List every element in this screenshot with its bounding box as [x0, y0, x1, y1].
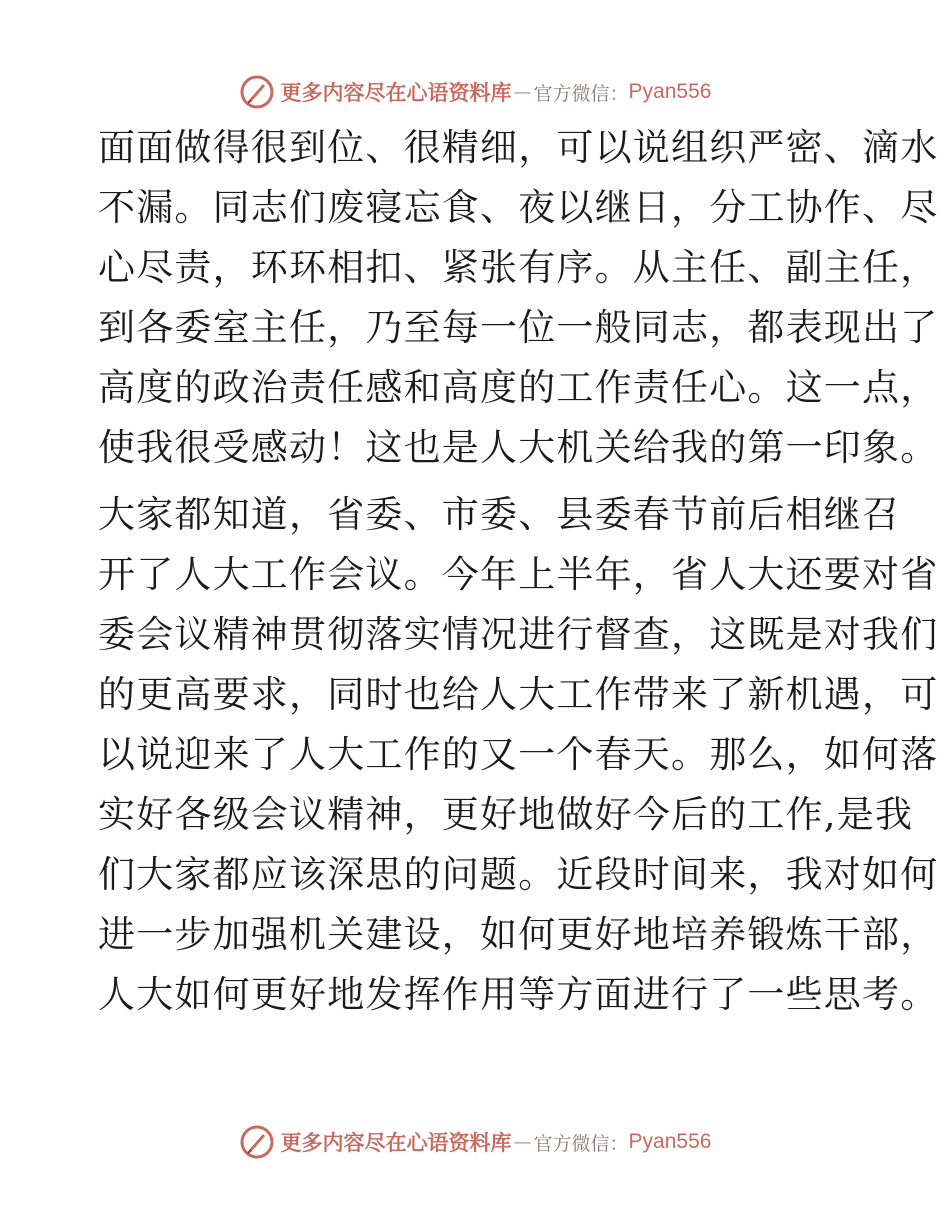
text-line: 开了人大工作会议。今年上半年，省人大还要对省	[98, 553, 939, 596]
text-line: 进一步加强机关建设，如何更好地培养锻炼干部，	[98, 913, 939, 956]
text-line: 到各委室主任，乃至每一位一般同志，都表现出了	[98, 306, 939, 349]
brand-text: 更多内容尽在心语资料库	[280, 80, 512, 105]
banner-dash: —	[513, 1131, 532, 1153]
paragraph-1	[98, 118, 939, 478]
footer-banner	[0, 1122, 950, 1162]
text-line: 大家都知道，省委、市委、县委春节前后相继召	[98, 493, 901, 536]
wechat-id: Pyan556	[628, 80, 712, 103]
text-line: 不漏。同志们废寝忘食、夜以继日，分工协作、尽	[98, 186, 939, 229]
text-line: 人大如何更好地发挥作用等方面进行了一些思考。	[98, 973, 939, 1016]
wechat-label: 官方微信：	[533, 1132, 629, 1155]
text-line: 以说迎来了人大工作的又一个春天。那么，如何落	[98, 733, 939, 776]
quill-logo-icon	[239, 74, 275, 110]
header-banner	[0, 72, 950, 112]
paragraph-2	[98, 485, 939, 1025]
text-line: 实好各级会议精神，更好地做好今后的工作,是我	[98, 793, 914, 836]
text-line: 委会议精神贯彻落实情况进行督查，这既是对我们	[98, 613, 939, 656]
text-line: 们大家都应该深思的问题。近段时间来，我对如何	[98, 853, 939, 896]
wechat-id: Pyan556	[628, 1130, 712, 1153]
text-line: 的更高要求，同时也给人大工作带来了新机遇，可	[98, 673, 939, 716]
quill-logo-icon	[239, 1124, 275, 1160]
text-line: 面面做得很到位、很精细，可以说组织严密、滴水	[98, 126, 939, 169]
wechat-label: 官方微信：	[533, 82, 629, 105]
banner-dash: —	[513, 81, 532, 103]
brand-text: 更多内容尽在心语资料库	[280, 1130, 512, 1155]
text-line: 心尽责，环环相扣、紧张有序。从主任、副主任，	[98, 246, 939, 289]
text-line: 高度的政治责任感和高度的工作责任心。这一点，	[98, 366, 939, 409]
text-line: 使我很受感动！这也是人大机关给我的第一印象。	[98, 426, 939, 469]
